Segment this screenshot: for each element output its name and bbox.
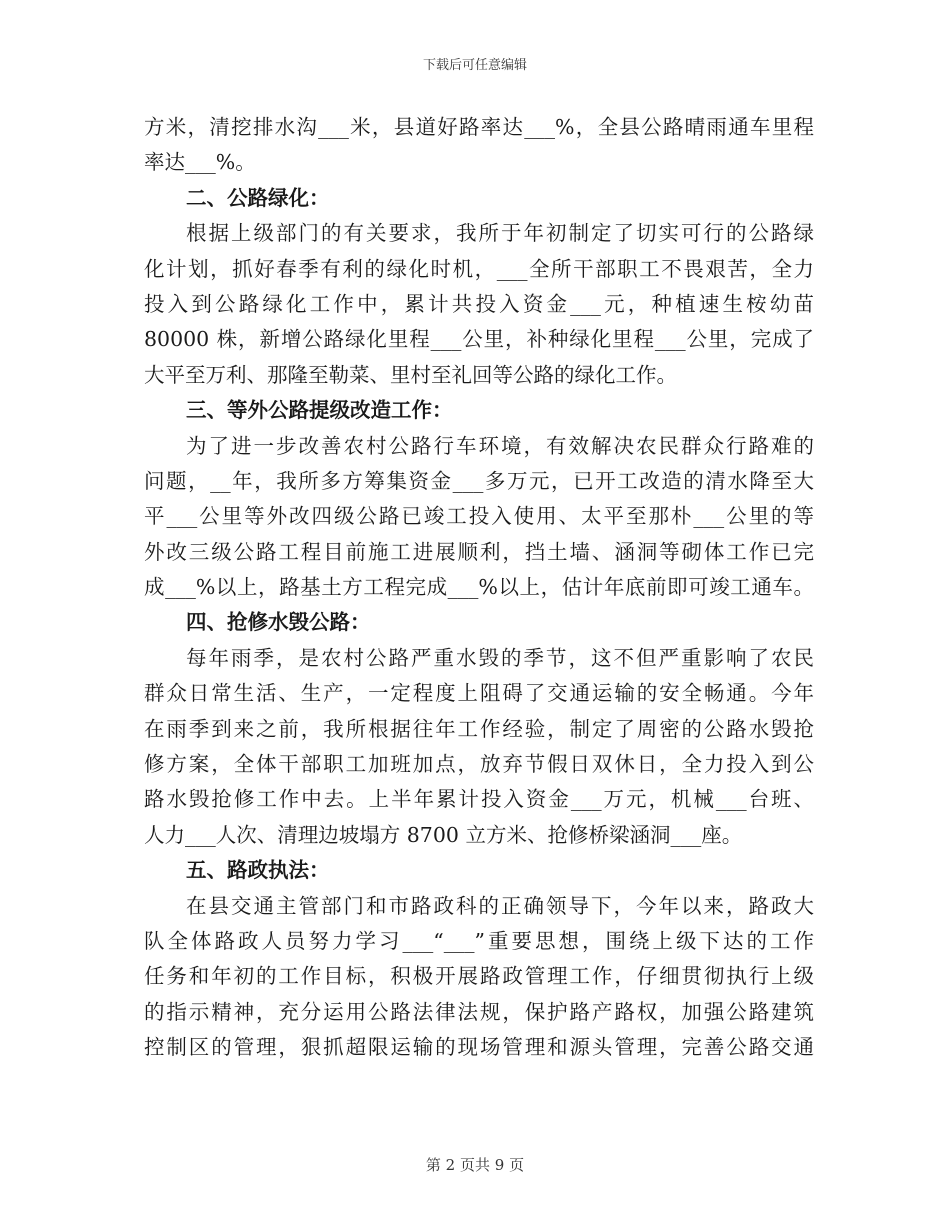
body-line: 路水毁抢修工作中去。上半年累计投入资金___万元，机械___台班、 [144, 787, 814, 812]
body-line: 大平至万利、那隆至勒菜、里村至礼回等公路的绿化工作。 [144, 362, 677, 387]
body-line: 根据上级部门的有关要求，我所于年初制定了切实可行的公路绿 [186, 221, 814, 246]
body-line: 控制区的管理，狠抓超限运输的现场管理和源头管理，完善公路交通 [144, 1035, 814, 1060]
body-line: 人力___人次、清理边坡塌方 8700 立方米、抢修桥梁涵洞___座。 [144, 822, 743, 847]
body-line: 在雨季到来之前，我所根据往年工作经验，制定了周密的公路水毁抢 [144, 716, 814, 741]
section-heading: 三、等外公路提级改造工作： [186, 398, 453, 423]
body-line: 化计划，抓好春季有利的绿化时机，___全所干部职工不畏艰苦，全力 [144, 256, 814, 281]
body-line: 方米，清挖排水沟___米，县道好路率达___%，全县公路晴雨通车里程 [144, 115, 814, 139]
section-heading: 四、抢修水毁公路： [186, 610, 371, 635]
body-line: 80000 株，新增公路绿化里程___公里，补种绿化里程___公里，完成了 [144, 327, 814, 352]
document-body [144, 110, 814, 1066]
section-heading: 五、路政执法： [186, 858, 330, 883]
body-line: 投入到公路绿化工作中，累计共投入资金___元，种植速生桉幼苗 [144, 291, 814, 316]
body-line: 群众日常生活、生产，一定程度上阻碍了交通运输的安全畅通。今年 [144, 681, 814, 706]
body-line: 每年雨季，是农村公路严重水毁的季节，这不但严重影响了农民 [186, 645, 814, 670]
body-line: 修方案，全体干部职工加班加点，放弃节假日双休日，全力投入到公 [144, 752, 814, 777]
body-line: 在县交通主管部门和市路政科的正确领导下，今年以来，路政大 [186, 893, 814, 918]
page-header: 下载后可任意编辑 [422, 58, 527, 73]
body-line: 平___公里等外改四级公路已竣工投入使用、太平至那朴___公里的等 [144, 504, 814, 529]
section-heading: 二、公路绿化： [186, 185, 330, 210]
body-line: 队全体路政人员努力学习___“___”重要思想，围绕上级下达的工作 [144, 928, 814, 953]
body-line: 为了进一步改善农村公路行车环境，有效解决农民群众行路难的 [186, 433, 814, 458]
body-line: 问题，__年，我所多方筹集资金___多万元，已开工改造的清水降至大 [144, 468, 814, 493]
body-line: 的指示精神，充分运用公路法律法规，保护路产路权，加强公路建筑 [144, 999, 814, 1024]
body-line: 任务和年初的工作目标，积极开展路政管理工作，仔细贯彻执行上级 [144, 964, 814, 989]
body-line: 外改三级公路工程目前施工进展顺利，挡土墙、涵洞等砌体工作已完 [144, 539, 814, 564]
body-line: 率达___%。 [144, 150, 256, 175]
body-line: 成___%以上，路基土方工程完成___%以上，估计年底前即可竣工通车。 [144, 575, 814, 600]
page-footer: 第 2 页共 9 页 [425, 1156, 525, 1174]
